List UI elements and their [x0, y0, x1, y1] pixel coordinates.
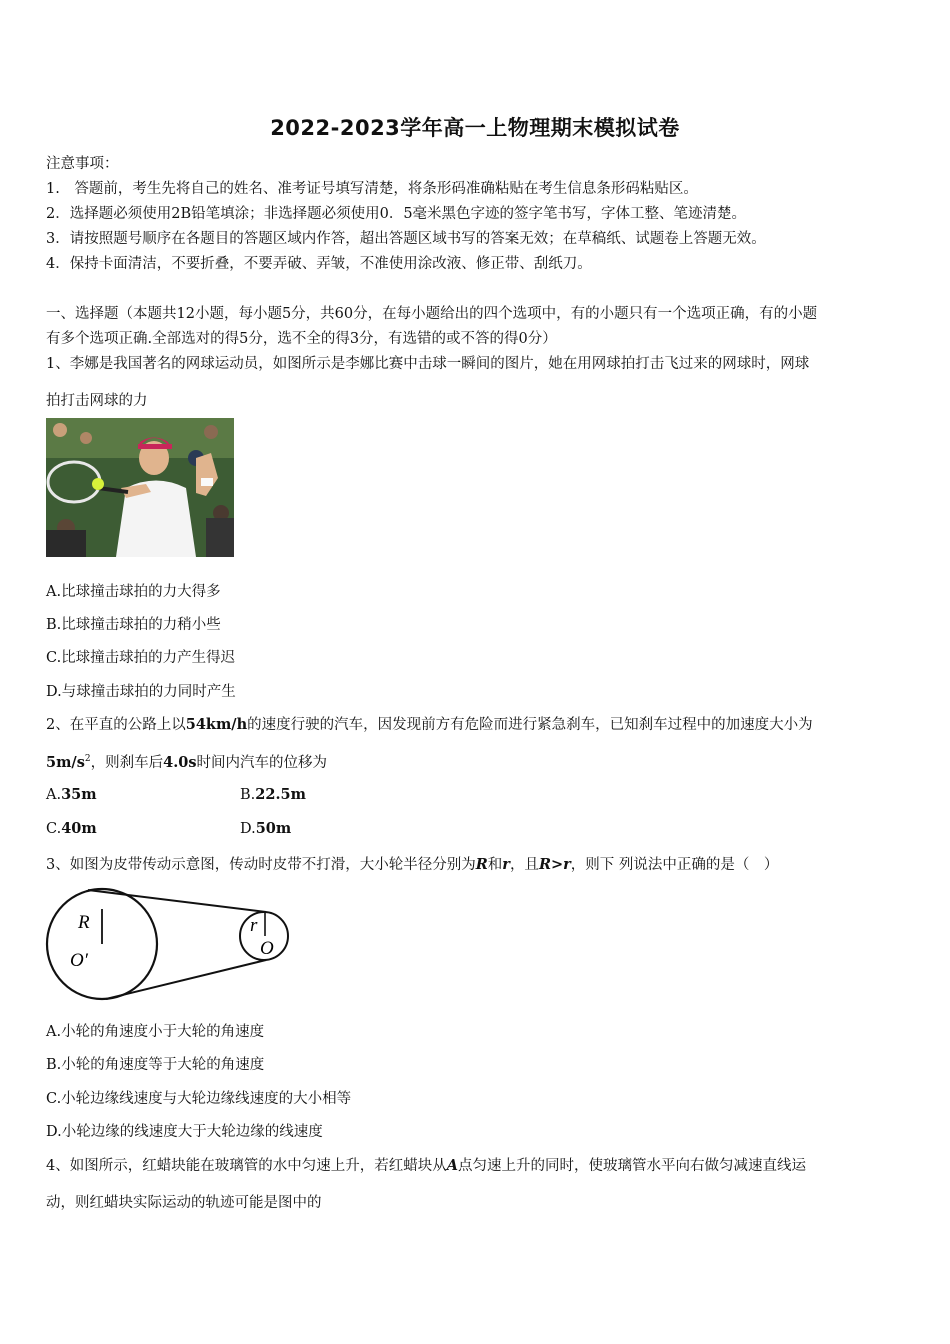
q2-text-2b: ，则刹车后: [90, 755, 164, 771]
q3-option-c: C.小轮边缘线速度与大轮边缘线速度的大小相等: [46, 1091, 352, 1107]
notice-item-3: 3．请按照题号顺序在各题目的答题区域内作答，超出答题区域书写的答案无效；在草稿纸、试题卷上答题无效。: [46, 231, 766, 247]
q1-option-a: A.比球撞击球拍的力大得多: [46, 584, 221, 600]
q2-accel-exp: 2: [84, 754, 91, 765]
q4-point-A: A: [446, 1157, 458, 1174]
q4-stem-line-1: [46, 1154, 806, 1175]
label-r: r: [250, 915, 258, 936]
q2-option-c-value: 40m: [61, 820, 97, 837]
q2-text-1a: 2、在平直的公路上以: [46, 717, 186, 733]
q2-text-1c: 的速度行驶的汽车，因发现前方有危险而进行紧急刹车，已知刹车过程中的加速度大小为: [247, 717, 813, 733]
q3-option-d: D.小轮边缘的线速度大于大轮边缘的线速度: [46, 1124, 323, 1140]
notice-item-4: 4．保持卡面清洁，不要折叠，不要弄破、弄皱，不准使用涂改液、修正带、刮纸刀。: [46, 256, 592, 272]
q1-option-c: C.比球撞击球拍的力产生得迟: [46, 650, 236, 666]
q2-option-a-letter: A.: [46, 787, 62, 803]
q3-option-a: A.小轮的角速度小于大轮的角速度: [46, 1024, 265, 1040]
belt-bottom: [106, 960, 266, 999]
q2-option-d-letter: D.: [240, 821, 256, 837]
q2-option-a-value: 35m: [61, 786, 97, 803]
q2-option-d: [240, 820, 291, 837]
q1-stem-line-1: 1、李娜是我国著名的网球运动员，如图所示是李娜比赛中击球一瞬间的图片，她在用网球拍打击飞过来的网球时，网球: [46, 356, 810, 372]
label-O: O: [260, 938, 274, 959]
belt-top: [88, 890, 266, 912]
q1-option-b: B.比球撞击球拍的力稍小些: [46, 617, 221, 633]
q3-condition: R>r: [538, 856, 571, 873]
q2-stem-line-1: [46, 713, 813, 734]
q3-var-R: R: [475, 856, 488, 873]
notice-item-2: 2．选择题必须使用2B铅笔填涂；非选择题必须使用0．5毫米黑色字迹的签字笔书写，字体工整、笔迹清楚。: [46, 206, 747, 222]
notice-item-1: 1. 答题前，考生先将自己的姓名、准考证号填写清楚，将条形码准确粘贴在考生信息条形码粘贴区。: [46, 181, 698, 197]
q2-option-c: [46, 820, 97, 837]
q1-option-d: D.与球撞击球拍的力同时产生: [46, 684, 236, 700]
belt-drive-diagram: [44, 876, 294, 1008]
q3-text-a: 3、如图为皮带传动示意图，传动时皮带不打滑，大小轮半径分别为: [46, 857, 476, 873]
q4-text-1b: 点匀速上升的同时，使玻璃管水平向右做匀减速直线运: [458, 1158, 806, 1174]
tennis-photo-drawing: [46, 418, 234, 557]
q3-stem: [46, 853, 778, 874]
q2-text-2d: 时间内汽车的位移为: [196, 755, 328, 771]
q1-stem-line-2: 拍打击网球的力: [46, 393, 148, 409]
page-title: 2022-2023学年高一上物理期末模拟试卷: [270, 116, 680, 140]
q4-text-1a: 4、如图所示，红蜡块能在玻璃管的水中匀速上升，若红蜡块从: [46, 1158, 447, 1174]
q2-option-d-value: 50m: [255, 820, 292, 837]
label-O-prime: O′: [70, 950, 88, 971]
q2-time: 4.0s: [163, 754, 197, 771]
q2-option-b-value: 22.5m: [255, 786, 306, 803]
q3-var-r: r: [502, 856, 510, 873]
q2-option-b: [240, 786, 306, 803]
q3-text-c: ，且: [509, 857, 539, 873]
tennis-player-photo: [46, 418, 234, 557]
q2-option-a: [46, 786, 97, 803]
q2-option-c-letter: C.: [46, 821, 62, 837]
q2-option-b-letter: B.: [240, 787, 256, 803]
section-heading-line-2: 有多个选项正确.全部选对的得5分，选不全的得3分，有选错的或不答的得0分）: [46, 331, 557, 347]
notice-heading: 注意事项：: [46, 156, 119, 172]
q2-speed: 54km/h: [185, 716, 248, 733]
q2-accel: 5m/s: [46, 754, 85, 771]
q3-text-b: 和: [487, 857, 503, 873]
q3-text-d: ，则下 列说法中正确的是（ ）: [570, 857, 779, 873]
section-heading-line-1: 一、选择题（本题共12小题，每小题5分，共60分，在每小题给出的四个选项中，有的小题只有一个选项正确，有的小题: [46, 306, 818, 322]
q2-stem-line-2: [46, 751, 327, 772]
label-R: R: [78, 912, 90, 933]
q4-stem-line-2: 动，则红蜡块实际运动的轨迹可能是图中的: [46, 1195, 322, 1211]
q3-option-b: B.小轮的角速度等于大轮的角速度: [46, 1057, 265, 1073]
